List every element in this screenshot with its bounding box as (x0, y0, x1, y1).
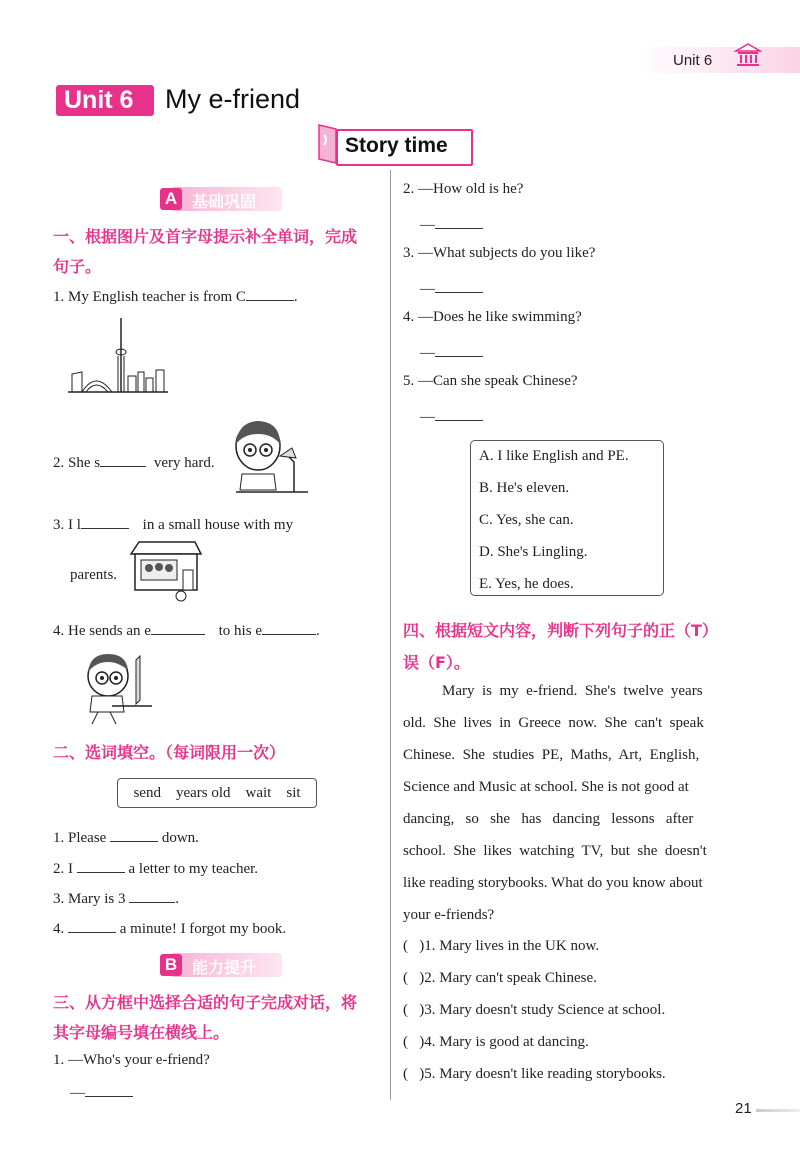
page-title: My e-friend (165, 84, 301, 114)
section-title: Story time (345, 134, 448, 157)
part3-q3: 3. —What subjects do you like? (403, 245, 596, 261)
option-e: E. Yes, he does. (479, 576, 574, 592)
passage-line-1: Mary is my e-friend. She's twelve years (442, 683, 703, 699)
part3-q1: 1. —Who's your e-friend? (53, 1052, 210, 1068)
answer-blank[interactable] (262, 620, 316, 635)
column-divider (390, 170, 391, 1100)
building-icon (734, 42, 762, 68)
part1-q3-cont: parents. (70, 567, 118, 583)
option-b: B. He's eleven. (479, 480, 570, 496)
part3-q5: 5. —Can she speak Chinese? (403, 373, 578, 389)
answer-blank[interactable] (435, 342, 483, 357)
part3-q2: 2. —How old is he? (403, 181, 524, 197)
part1-q2: 2. She s very hard. (53, 452, 215, 472)
answer-blank[interactable] (435, 278, 483, 293)
tf-statement-2[interactable]: ( )2. Mary can't speak Chinese. (403, 970, 597, 986)
unit-tab (638, 47, 800, 73)
section-b-letter: B (160, 954, 182, 976)
tf-statement-3[interactable]: ( )3. Mary doesn't study Science at school. (403, 1002, 666, 1018)
answer-blank[interactable] (129, 888, 175, 903)
part1-heading-2: 句子。 (53, 257, 102, 276)
passage-line-4: Science and Music at school. She is not good at (403, 779, 689, 795)
page-number: 21 (735, 1100, 752, 1117)
part2-heading: 二、选词填空。（每词限用一次） (53, 743, 286, 762)
tf-statement-5[interactable]: ( )5. Mary doesn't like reading storybooks. (403, 1066, 666, 1082)
toronto-skyline-image (68, 316, 168, 396)
part3-q4: 4. —Does he like swimming? (403, 309, 582, 325)
passage-line-5: dancing, so she has dancing lessons after (403, 811, 694, 827)
passage-line-6: school. She likes watching TV, but she doesn't (403, 843, 707, 859)
house-family-image (129, 540, 203, 602)
unit-badge-label: Unit 6 (64, 86, 134, 114)
word-box: send years old wait sit (117, 778, 317, 808)
tf-statement-4[interactable]: ( )4. Mary is good at dancing. (403, 1034, 589, 1050)
part2-q4: 4. a minute! I forgot my book. (53, 918, 286, 938)
passage-line-2: old. She lives in Greece now. She can't speak (403, 715, 704, 731)
passage-line-7: like reading storybooks. What do you know about (403, 875, 703, 891)
part4-heading: 四、根据短文内容，判断下列句子的正（T） (403, 621, 718, 640)
boy-computer-image (82, 646, 154, 726)
answer-blank[interactable] (81, 514, 129, 529)
part3-a2: — (420, 214, 483, 234)
part3-a1: — (70, 1082, 133, 1102)
part2-q3: 3. Mary is 3 . (53, 888, 179, 908)
answer-blank[interactable] (435, 214, 483, 229)
girl-studying-image (228, 412, 314, 498)
part2-q2: 2. I a letter to my teacher. (53, 858, 258, 878)
option-a: A. I like English and PE. (479, 448, 629, 464)
answer-blank[interactable] (100, 452, 146, 467)
part1-heading: 一、根据图片及首字母提示补全单词，完成 (53, 227, 358, 246)
part3-a3: — (420, 278, 483, 298)
section-a-title: 基础巩固 (192, 192, 257, 211)
passage-line-8: your e-friends? (403, 907, 495, 923)
part1-q3: 3. I l in a small house with my (53, 514, 381, 534)
section-a-letter: A (160, 188, 182, 210)
section-b-title: 能力提升 (192, 958, 257, 977)
part3-heading: 三、从方框中选择合适的句子完成对话，将 (53, 993, 358, 1012)
part3-a5: — (420, 406, 483, 426)
answer-blank[interactable] (77, 858, 125, 873)
option-c: C. Yes, she can. (479, 512, 574, 528)
answer-blank[interactable] (68, 918, 116, 933)
part1-q1: 1. My English teacher is from C . (53, 286, 298, 306)
answer-blank[interactable] (246, 286, 294, 301)
part1-q4: 4. He sends an e to his e . (53, 620, 381, 640)
passage-line-3: Chinese. She studies PE, Maths, Art, English, (403, 747, 700, 763)
answer-blank[interactable] (85, 1082, 133, 1097)
part3-a4: — (420, 342, 483, 362)
answer-blank[interactable] (435, 406, 483, 421)
page-number-line (756, 1109, 800, 1112)
answer-blank[interactable] (151, 620, 205, 635)
tf-statement-1[interactable]: ( )1. Mary lives in the UK now. (403, 938, 600, 954)
part3-heading-2: 其字母编号填在横线上。 (53, 1023, 230, 1042)
option-d: D. She's Lingling. (479, 544, 588, 560)
part4-heading-2: 误（F）。 (403, 653, 470, 672)
part2-q1: 1. Please down. (53, 827, 199, 847)
answer-blank[interactable] (110, 827, 158, 842)
unit-tab-label: Unit 6 (673, 52, 713, 69)
